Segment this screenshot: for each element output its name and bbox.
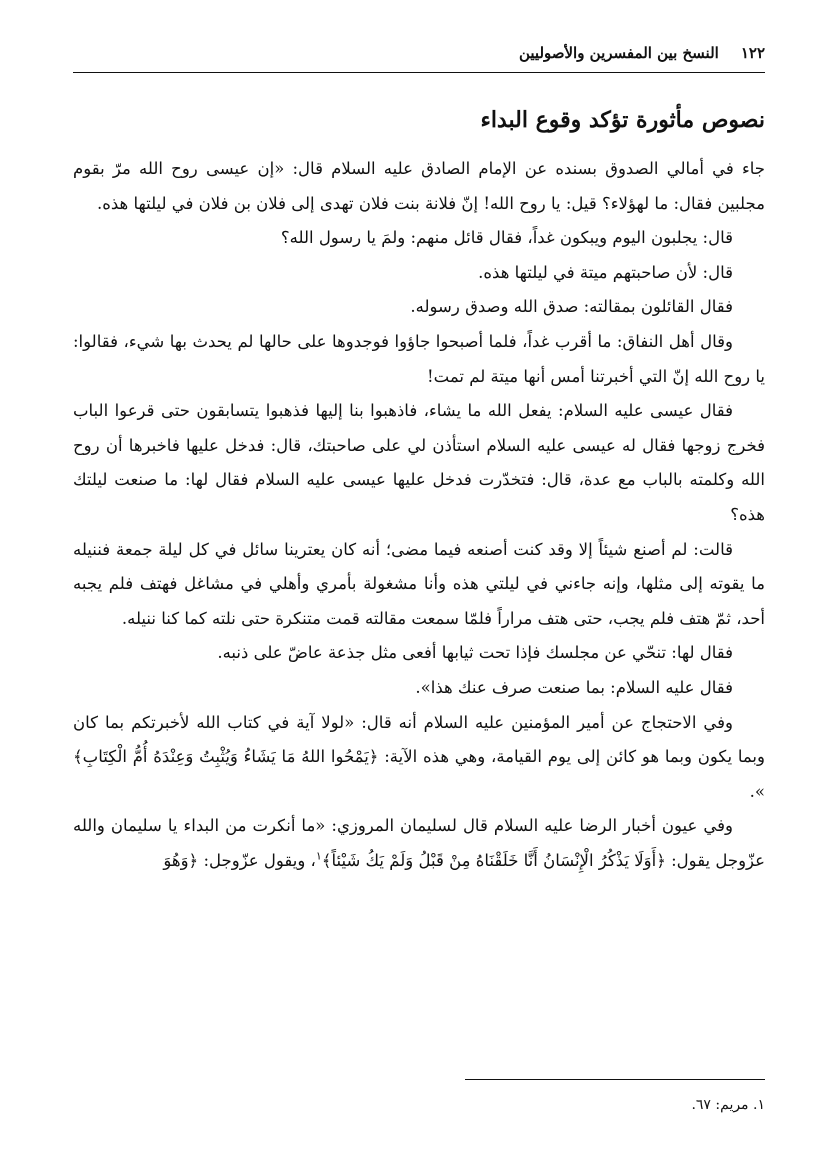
paragraph: قالت: لم أصنع شيئاً إلا وقد كنت أصنعه فيما مضى؛ أنه كان يعترينا سائل في كل ليلة جمعة فننيله ما يقوته إلى مثلها، وإنه جاءني في ليلتي هذه وأنا مشغولة بأمري وأهلي في مشاغل فهتف فلم يجبه أحد، ثمّ هتف فلم يجب، حتى هتف مراراً فلمّا سمعت مقالته قمت متنكرة حتى نلته كما كنا ننيله.	[73, 539, 765, 628]
footnote: ١. مريم: ٦٧.	[691, 1097, 765, 1113]
paragraph: فقال عليه السلام: بما صنعت صرف عنك هذا».	[415, 677, 733, 697]
paragraph: جاء في أمالي الصدوق بسنده عن الإمام الصادق عليه السلام قال: «إن عيسى روح الله مرّ بقوم مجلبين فقال: ما لهؤلاء؟ قيل: يا روح الله! إنّ فلانة بنت فلان تهدى إلى فلان بن فلان في ليلتها هذه.	[73, 159, 765, 213]
paragraph-text-continued: ، ويقول عزّوجل: ﴿وَهُوَ	[163, 850, 316, 870]
paragraph-text: وفي عيون أخبار الرضا عليه السلام قال لسليمان المروزي: «ما أنكرت من البداء يا سليمان والله عزّوجل يقول: ﴿أَوَلَا يَذْكُرُ الْإِنْسَانُ أَنَّا خَلَقْنَاهُ مِنْ قَبْلُ وَلَمْ يَكُ شَيْئاً﴾	[73, 816, 765, 870]
paragraph: وقال أهل النفاق: ما أقرب غداً، فلما أصبحوا جاؤوا فوجدوها على حالها لم يحدث بها شيء، فقالوا: يا روح الله إنّ التي أخبرتنا أمس أنها ميتة لم تمت!	[73, 331, 765, 386]
footnote-marker: ١	[315, 849, 322, 863]
paragraph-with-footnote	[73, 809, 765, 878]
section-title: نصوص مأثورة تؤكد وقوع البداء	[480, 107, 765, 133]
header-rule	[73, 72, 765, 73]
paragraph: وفي الاحتجاج عن أمير المؤمنين عليه السلام أنه قال: «لولا آية في كتاب الله لأخبرتكم بما كان وبما يكون وبما هو كائن إلى يوم القيامة، وهي هذه الآية: ﴿يَمْحُوا اللهُ مَا يَشَاءُ وَيُثْبِتُ وَعِنْدَهُ أُمُّ الْكِتَابِ﴾ ».	[73, 712, 765, 801]
paragraph: فقال عيسى عليه السلام: يفعل الله ما يشاء، فاذهبوا بنا إليها فذهبوا يتسابقون حتى قرعوا الباب فخرج زوجها فقال له عيسى عليه السلام استأذن لي على صاحبتك، قال: فدخل عليها فاخبرها أن روح الله وكلمته بالباب مع عدة، قال: فتخدّرت فدخل عليها عيسى عليه السلام فقال لها: ما صنعت ليلتك هذه؟	[73, 401, 765, 524]
paragraph: فقال القائلون بمقالته: صدق الله وصدق رسوله.	[410, 297, 733, 317]
paragraph: قال: لأن صاحبتهم ميتة في ليلتها هذه.	[478, 262, 733, 282]
footnote-rule	[465, 1079, 765, 1080]
running-header	[73, 36, 765, 70]
running-title: النسخ بين المفسرين والأصوليين	[518, 44, 719, 62]
body-text	[73, 152, 765, 878]
paragraph: فقال لها: تنحّي عن مجلسك فإذا تحت ثيابها أفعى مثل جذعة عاضّ على ذنبه.	[217, 643, 733, 663]
paragraph: قال: يجلبون اليوم ويبكون غداً، فقال قائل منهم: ولمَ يا رسول الله؟	[280, 228, 733, 248]
page-number: ١٢٢	[740, 44, 765, 62]
